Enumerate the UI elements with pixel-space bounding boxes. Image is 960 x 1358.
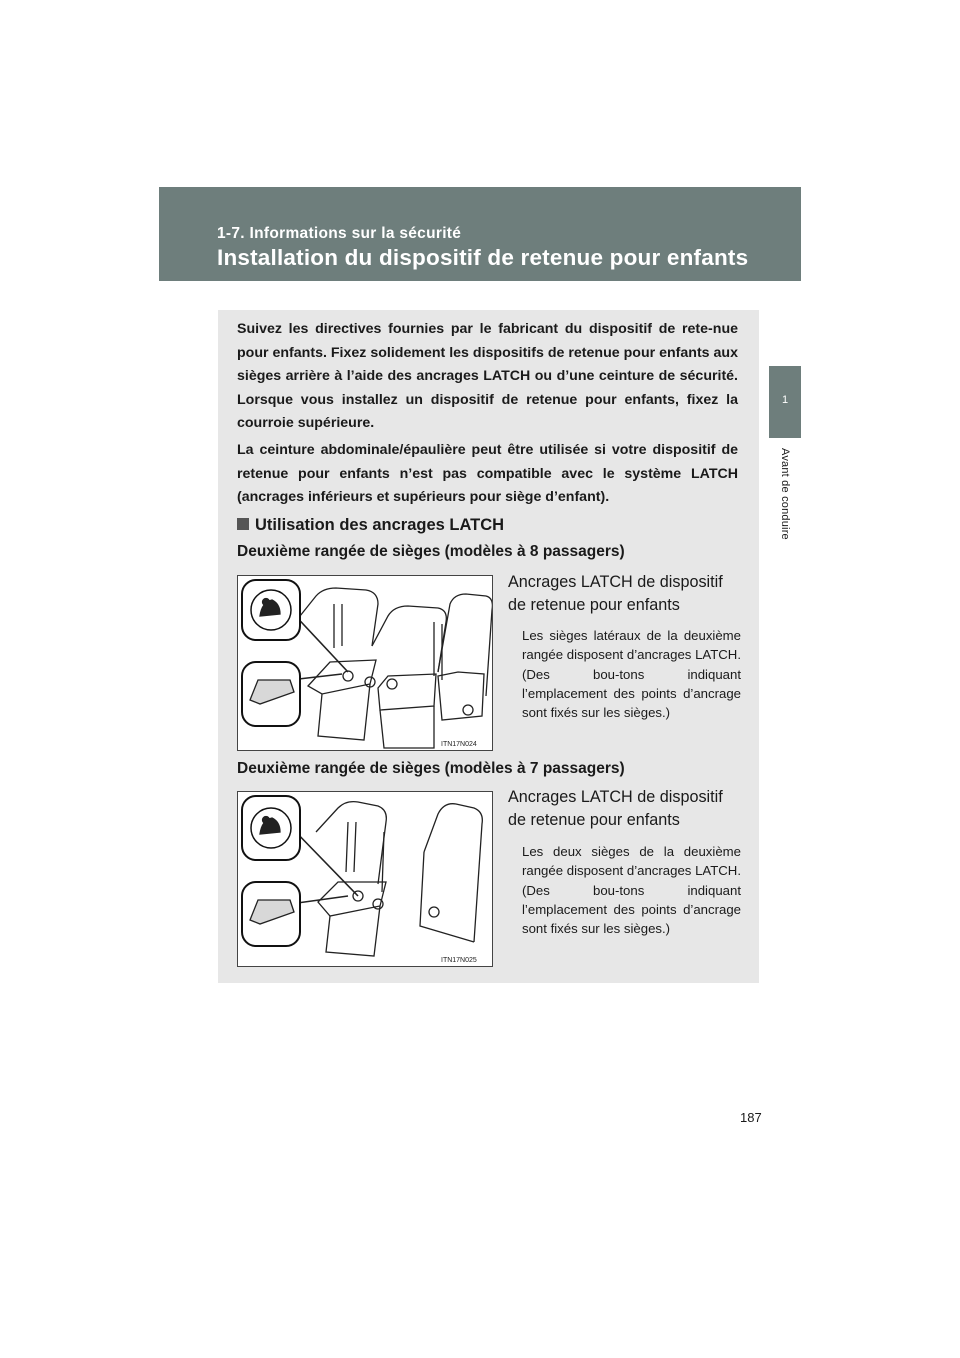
subsection-heading bbox=[237, 516, 504, 535]
figure-code-2: ITN17N025 bbox=[441, 957, 477, 964]
intro-paragraph-2: La ceinture abdominale/épaulière peut être utilisée si votre dispositif de retenue pour enfants n’est pas compatible avec le système LATCH (ancrages inférieurs et supérieurs pour siège d’enfant). bbox=[237, 442, 738, 506]
section-label: 1-7. Informations sur la sécurité bbox=[217, 225, 462, 242]
chapter-label-text: Avant de conduire bbox=[779, 448, 791, 540]
chapter-number: 1 bbox=[781, 394, 789, 406]
caption-text-8-passenger: Les sièges latéraux de la deuxième rangée disposent d’ancrages LATCH. (Des bou-tons indiquant l’emplacement des points d’ancrage sont fixés sur les sièges.) bbox=[522, 628, 741, 721]
latch-seat-illustration-8-passenger bbox=[237, 575, 493, 751]
content-panel bbox=[218, 310, 759, 983]
page-number: 187 bbox=[740, 1110, 762, 1125]
row-title-7-passenger: Deuxième rangée de sièges (modèles à 7 passagers) bbox=[237, 760, 625, 777]
intro-paragraph-1: Suivez les directives fournies par le fabricant du dispositif de rete-nue pour enfants. Fixez solidement les dispositifs de retenue pour enfants aux sièges arrière à l’aide des ancrages LATCH ou d’une ceinture de sécurité. Lorsque vous installez un dispositif de retenue pour enfants, fixez la courroie supérieure. bbox=[237, 321, 738, 432]
chapter-label bbox=[771, 448, 799, 568]
subsection-heading-text: Utilisation des ancrages LATCH bbox=[255, 516, 505, 534]
chapter-tab[interactable] bbox=[769, 366, 801, 438]
section-header bbox=[159, 187, 801, 281]
latch-seat-illustration-7-passenger bbox=[237, 791, 493, 967]
row-title-8-passenger: Deuxième rangée de sièges (modèles à 8 passagers) bbox=[237, 543, 625, 560]
square-bullet-icon bbox=[237, 518, 249, 530]
figure-code-1: ITN17N024 bbox=[441, 741, 477, 748]
page-title: Installation du dispositif de retenue pour enfants bbox=[217, 245, 749, 270]
caption-text-7-passenger: Les deux sièges de la deuxième rangée disposent d’ancrages LATCH. (Des bou-tons indiquant l’emplacement des points d’ancrage sont fixés sur les sièges.) bbox=[522, 844, 741, 937]
caption-title-7-passenger: Ancrages LATCH de dispositif de retenue pour enfants bbox=[508, 788, 723, 829]
caption-title-8-passenger: Ancrages LATCH de dispositif de retenue pour enfants bbox=[508, 573, 723, 614]
